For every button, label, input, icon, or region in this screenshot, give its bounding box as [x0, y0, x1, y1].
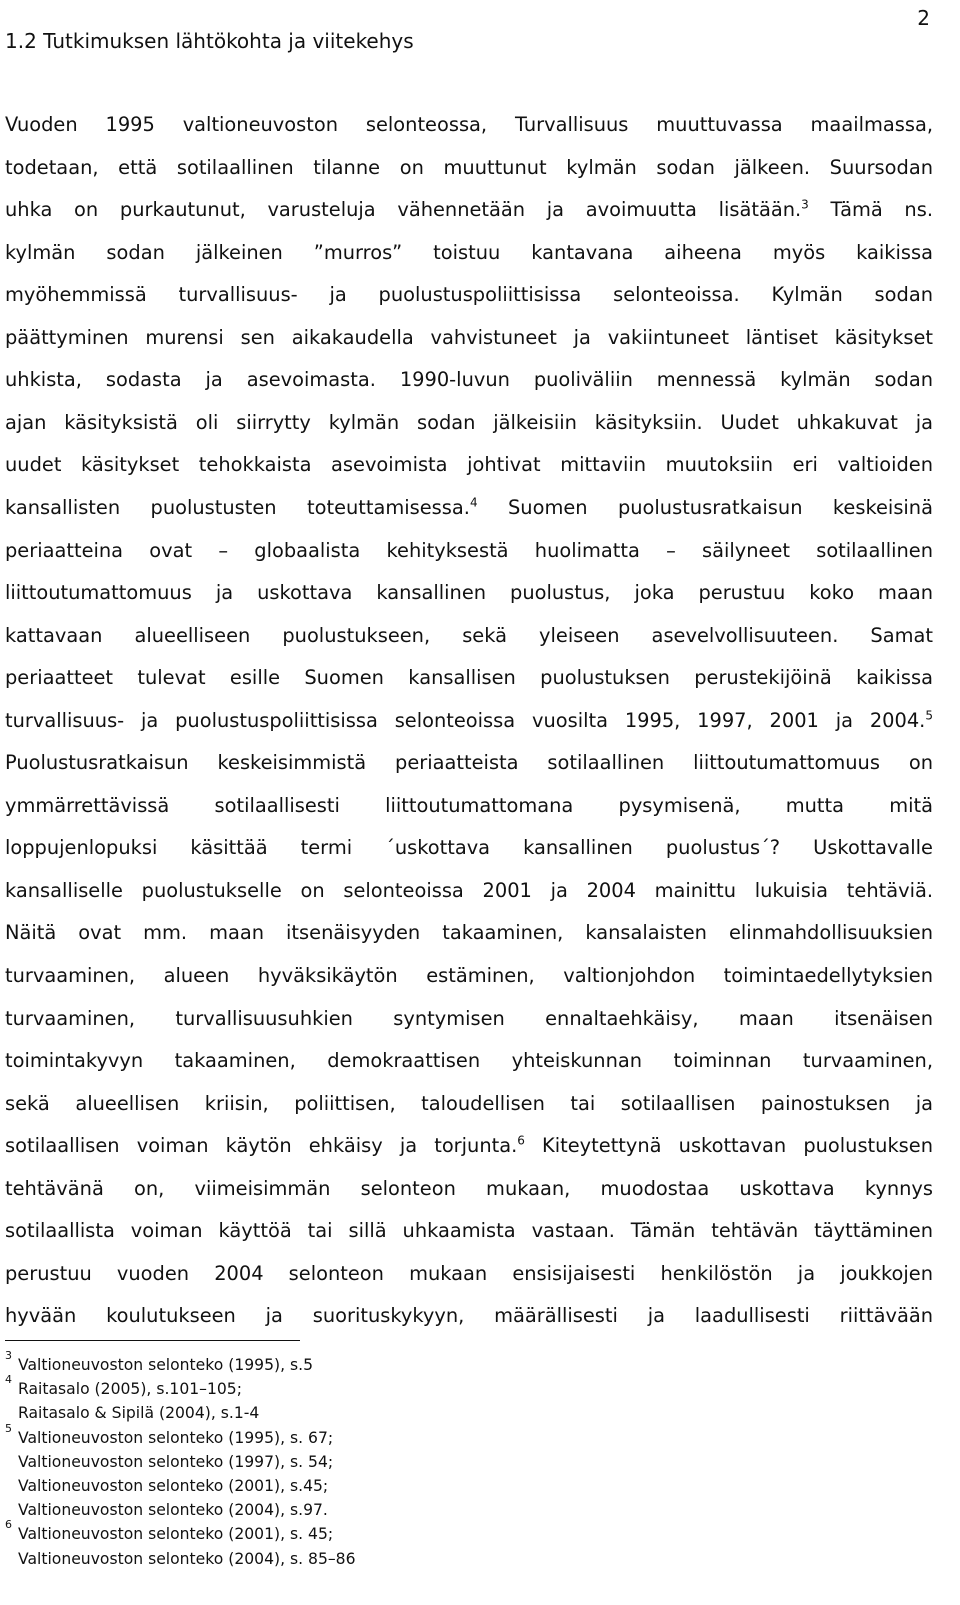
body-line-text: sotilaallisen voiman käytön ehkäisy ja torjunta. [5, 1134, 518, 1158]
body-line [5, 920, 933, 946]
body-line [5, 197, 933, 223]
body-line [5, 155, 933, 181]
body-line-text: tehtävänä on, viimeisimmän selonteon mukaan, muodostaa uskottava kynnys [5, 1176, 933, 1200]
body-line-text: Suomen puolustusratkaisun keskeisinä [477, 495, 933, 519]
footnote-number: 3 [5, 1349, 12, 1362]
page-number: 2 [917, 6, 930, 30]
footnote-text: Valtioneuvoston selonteko (2001), s. 45; [18, 1525, 334, 1544]
footnote-number: 4 [5, 1373, 12, 1387]
body-line [5, 1218, 933, 1244]
body-line [5, 665, 933, 691]
body-line [5, 793, 933, 819]
body-line [5, 240, 933, 266]
body-line [5, 112, 933, 138]
body-line [5, 963, 933, 989]
footnote-reference[interactable]: 3 [801, 197, 809, 212]
footnote-text: Valtioneuvoston selonteko (1995), s.5 [18, 1356, 314, 1374]
footnote-text: Raitasalo & Sipilä (2004), s.1-4 [18, 1404, 260, 1423]
body-line-text: turvaaminen, alueen hyväksikäytön estäminen, valtionjohdon toimintaedellytyksien [5, 964, 933, 987]
body-line-text: perustuu vuoden 2004 selonteon mukaan ensisijaisesti henkilöstön ja joukkojen [5, 1261, 933, 1285]
body-line [5, 835, 933, 861]
body-line-text: ymmärrettävissä sotilaallisesti liittoutumattomana pysymisenä, mutta mitä [5, 793, 933, 817]
footnote-text: Valtioneuvoston selonteko (2004), s.97. [18, 1501, 328, 1520]
body-line [5, 282, 933, 308]
body-line-text: todetaan, että sotilaallinen tilanne on muuttunut kylmän sodan jälkeen. Suursodan [5, 155, 933, 179]
footnote-text: Valtioneuvoston selonteko (1995), s. 67; [18, 1428, 334, 1447]
body-line-text: kansalliselle puolustukselle on selonteoissa 2001 ja 2004 mainittu lukuisia tehtäviä. [5, 878, 933, 902]
body-line [5, 538, 933, 564]
body-line-text: uhka on purkautunut, varusteluja vähennetään ja avoimuutta lisätään. [5, 198, 802, 222]
body-line-text: periaatteet tulevat esille Suomen kansallisen puolustuksen perustekijöinä kaikissa [5, 666, 933, 690]
body-line-text: liittoutumattomuus ja uskottava kansallinen puolustus, joka perustuu koko maan [5, 581, 933, 605]
footnote-reference[interactable]: 4 [469, 495, 478, 510]
body-line [5, 1176, 933, 1202]
body-line [5, 750, 933, 776]
body-line-text: hyvään koulutukseen ja suorituskykyyn, määrällisesti ja laadullisesti riittävään [5, 1304, 933, 1328]
body-line-text: loppujenlopuksi käsittää termi ´uskottava kansallinen puolustus´? Uskottavalle [5, 836, 933, 860]
footnote-number: 6 [5, 1518, 12, 1532]
body-line [5, 367, 933, 393]
footnote-text: Valtioneuvoston selonteko (1997), s. 54; [18, 1452, 334, 1471]
body-line-text: uudet käsitykset tehokkaista asevoimista johtivat mittaviin muutoksiin eri valtioiden [5, 453, 933, 477]
body-line-text: kansallisten puolustusten toteuttamisessa. [5, 495, 470, 519]
body-line [5, 495, 933, 521]
body-line-text: turvallisuus- ja puolustuspoliittisissa selonteoissa vuosilta 1995, 1997, 2001 ja 2004. [5, 708, 926, 732]
body-line [5, 1261, 933, 1287]
footnote-reference[interactable]: 6 [517, 1133, 525, 1148]
body-line [5, 1133, 933, 1159]
body-line-text: myöhemmissä turvallisuus- ja puolustuspoliittisissa selonteoissa. Kylmän sodan [5, 283, 933, 307]
body-line-text: Puolustusratkaisun keskeisimmistä periaatteista sotilaallinen liittoutumattomuus on [5, 751, 933, 775]
body-line-text: toimintakyvyn takaaminen, demokraattisen yhteiskunnan toiminnan turvaaminen, [5, 1049, 933, 1073]
body-line-text: kattavaan alueelliseen puolustukseen, sekä yleiseen asevelvollisuuteen. Samat [5, 623, 933, 647]
footnote-text: Valtioneuvoston selonteko (2001), s.45; [18, 1477, 329, 1495]
body-line-text: Tämä ns. [808, 198, 933, 222]
body-line [5, 708, 933, 734]
body-line [5, 1303, 933, 1329]
body-line [5, 878, 933, 904]
body-line [5, 580, 933, 606]
section-heading: 1.2 Tutkimuksen lähtökohta ja viitekehys [5, 29, 414, 53]
body-line-text: uhkista, sodasta ja asevoimasta. 1990-luvun puoliväliin mennessä kylmän sodan [5, 368, 933, 392]
body-line-text: periaatteina ovat – globaalista kehityksestä huolimatta – säilyneet sotilaallinen [5, 538, 933, 562]
footnote-number: 5 [5, 1421, 12, 1435]
body-line [5, 1048, 933, 1074]
footnote-separator [5, 1340, 300, 1341]
body-line-text: sekä alueellisen kriisin, poliittisen, taloudellisen tai sotilaallisen painostuksen ja [5, 1091, 933, 1115]
footnote-reference[interactable]: 5 [925, 708, 933, 723]
body-line [5, 1006, 933, 1032]
body-line [5, 452, 933, 478]
body-line-text: Vuoden 1995 valtioneuvoston selonteossa, Turvallisuus muuttuvassa maailmassa, [5, 113, 933, 136]
footnote-text: Raitasalo (2005), s.101–105; [18, 1380, 242, 1399]
body-line [5, 410, 933, 436]
body-line-text: sotilaallista voiman käyttöä tai sillä uhkaamista vastaan. Tämän tehtävän täyttäminen [5, 1219, 933, 1243]
body-line-text: kylmän sodan jälkeinen ”murros” toistuu kantavana aiheena myös kaikissa [5, 240, 933, 264]
body-line-text: Näitä ovat mm. maan itsenäisyyden takaaminen, kansalaisten elinmahdollisuuksien [5, 921, 933, 945]
body-line-text: ajan käsityksistä oli siirrytty kylmän sodan jälkeisiin käsityksiin. Uudet uhkakuvat ja [5, 410, 933, 434]
body-line-text: päättyminen murensi sen aikakaudella vahvistuneet ja vakiintuneet läntiset käsitykset [5, 325, 933, 349]
body-line [5, 1091, 933, 1117]
body-line [5, 623, 933, 649]
body-line-text: turvaaminen, turvallisuusuhkien syntymisen ennaltaehkäisy, maan itsenäisen [5, 1006, 933, 1030]
footnote-text: Valtioneuvoston selonteko (2004), s. 85–86 [18, 1549, 356, 1568]
body-line [5, 325, 933, 351]
body-line-text: Kiteytettynä uskottavan puolustuksen [524, 1134, 933, 1158]
